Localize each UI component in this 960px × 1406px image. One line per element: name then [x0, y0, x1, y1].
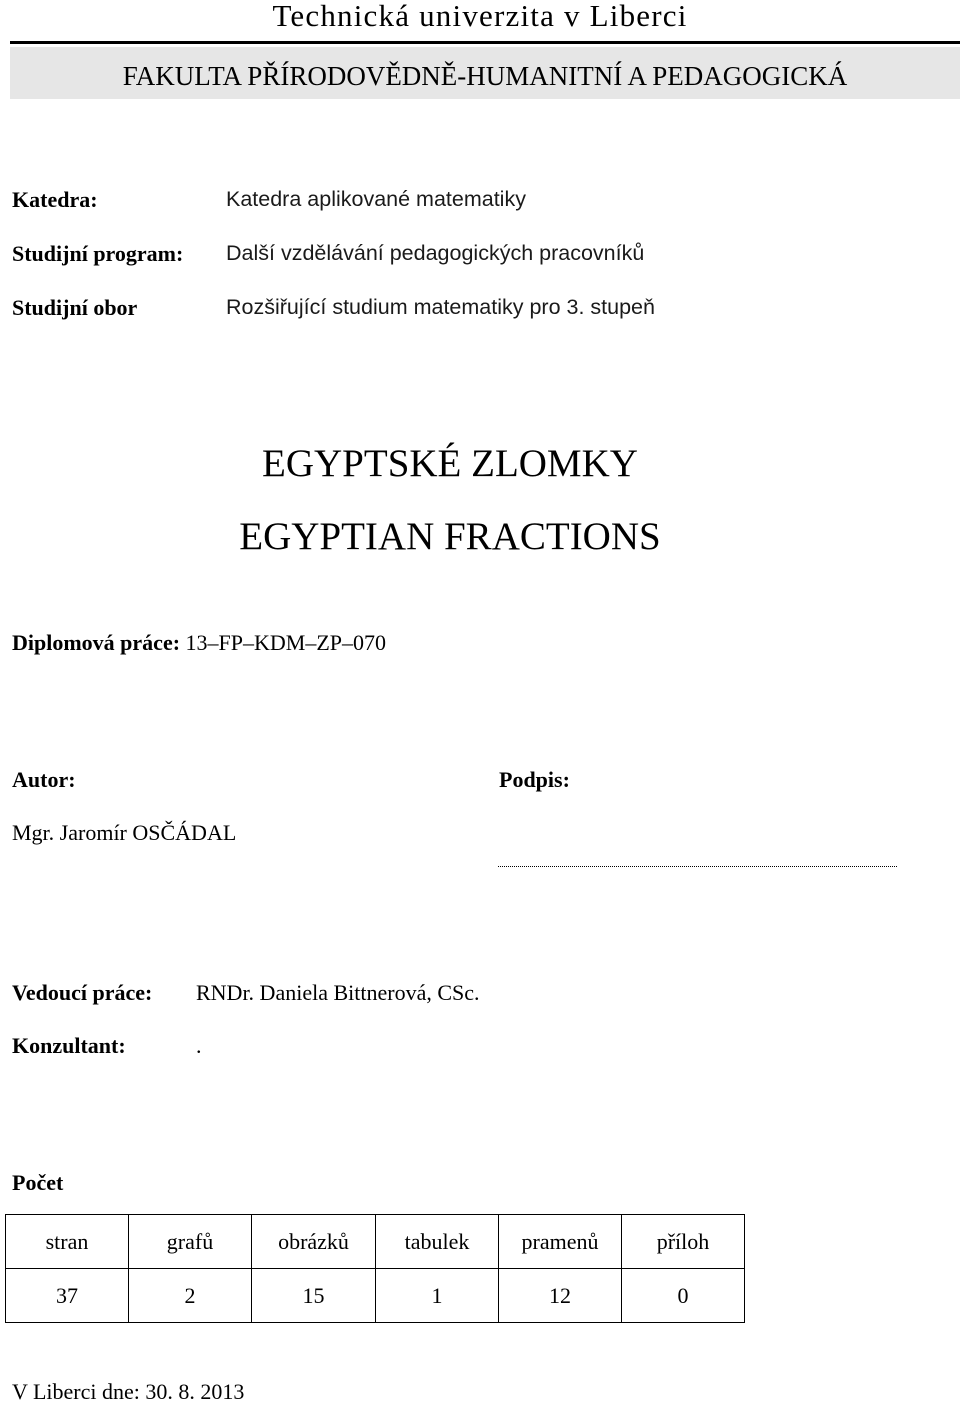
department-label: Katedra: [12, 187, 98, 212]
count-header-cell: tabulek [376, 1215, 499, 1269]
counts-value-row [6, 1269, 745, 1323]
thesis-label: Diplomová práce: [12, 630, 181, 655]
count-value-cell: 37 [6, 1269, 129, 1323]
count-header-cell: příloh [622, 1215, 745, 1269]
count-value-cell: 12 [499, 1269, 622, 1323]
field-label: Studijní obor [12, 295, 138, 320]
consultant-value: . [196, 1033, 202, 1058]
count-value-cell: 0 [622, 1269, 745, 1323]
thesis-title-czech: EGYPTSKÉ ZLOMKY [262, 442, 638, 485]
author-name: Mgr. Jaromír OSČÁDAL [12, 820, 237, 845]
thesis-title-english: EGYPTIAN FRACTIONS [239, 515, 661, 558]
count-value-cell: 1 [376, 1269, 499, 1323]
count-header-cell: pramenů [499, 1215, 622, 1269]
program-value: Další vzdělávání pedagogických pracovníků [226, 241, 645, 265]
supervisor-label: Vedoucí práce: [12, 980, 153, 1005]
count-header-cell: obrázků [252, 1215, 376, 1269]
consultant-label: Konzultant: [12, 1033, 126, 1058]
count-value-cell: 2 [129, 1269, 252, 1323]
count-value-cell: 15 [252, 1269, 376, 1323]
counts-header-row [6, 1215, 745, 1269]
thesis-id [12, 629, 386, 657]
program-label: Studijní program: [12, 241, 184, 266]
field-value: Rozšiřující studium matematiky pro 3. stupeň [226, 295, 655, 319]
signature-line [498, 866, 897, 867]
department-value: Katedra aplikované matematiky [226, 187, 526, 211]
header-rule [10, 41, 960, 44]
counts-label: Počet [12, 1170, 64, 1195]
signature-label: Podpis: [499, 767, 570, 792]
university-name: Technická univerzita v Liberci [272, 0, 688, 33]
supervisor-value: RNDr. Daniela Bittnerová, CSc. [196, 980, 480, 1005]
thesis-number: 13–FP–KDM–ZP–070 [185, 630, 387, 655]
place-date: V Liberci dne: 30. 8. 2013 [12, 1379, 245, 1404]
author-label: Autor: [12, 767, 76, 792]
count-header-cell: grafů [129, 1215, 252, 1269]
faculty-name: FAKULTA PŘÍRODOVĚDNĚ-HUMANITNÍ A PEDAGOGICKÁ [122, 61, 848, 91]
counts-table [5, 1214, 745, 1323]
count-header-cell: stran [6, 1215, 129, 1269]
